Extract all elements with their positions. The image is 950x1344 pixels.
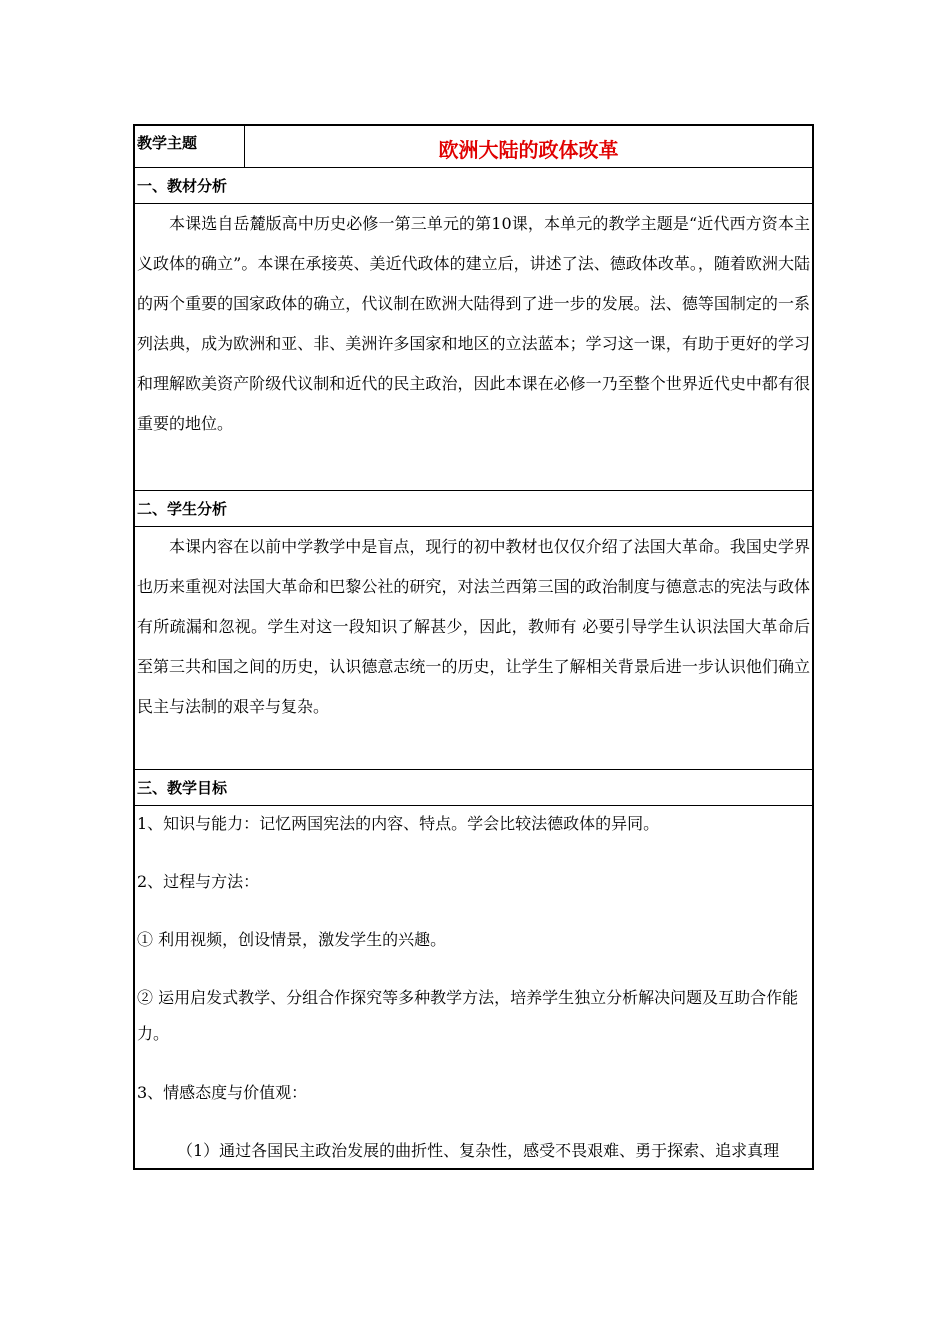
textbook-paragraph: 本课选自岳麓版高中历史必修一第三单元的第10课，本单元的教学主题是“近代西方资本主义政体的确立”。本课在承接英、美近代政体的建立后，讲述了法、德政体改革。，随着欧洲大陆的两个重要的国家政体的确立，代议制在欧洲大陆得到了进一步的发展。法、德等国制定的一系列法典，成为欧洲和亚、非、美洲许多国家和地区的立法蓝本；学习这一课，有助于更好的学习和理解欧美资产阶级代议制和近代的民主政治，因此本课在必修一乃至整个世界近代史中都有很重要的地位。 [137, 214, 810, 433]
lesson-plan-table [133, 124, 814, 1170]
section-heading-students: 二、学生分析 [135, 491, 812, 527]
objective-attitude: 3、情感态度与价值观： [137, 1083, 308, 1102]
topic-label: 教学主题 [135, 126, 245, 167]
objective-attitude-1: （1）通过各国民主政治发展的曲折性、复杂性，感受不畏艰难、勇于探索、追求真理 [177, 1141, 780, 1160]
section-body-students [135, 527, 812, 770]
section-heading-objectives: 三、教学目标 [135, 770, 812, 806]
section-heading-textbook: 一、教材分析 [135, 168, 812, 204]
lesson-title: 欧洲大陆的政体改革 [438, 138, 619, 162]
title-row [135, 126, 812, 168]
section-body-textbook [135, 204, 812, 491]
objective-knowledge: 1、知识与能力：记忆两国宪法的内容、特点。学会比较法德政体的异同。 [137, 814, 660, 833]
objective-process: 2、过程与方法： [137, 872, 260, 891]
objective-process-1: ① 利用视频，创设情景，激发学生的兴趣。 [137, 930, 447, 949]
section-body-objectives [135, 806, 812, 1168]
students-paragraph: 本课内容在以前中学教学中是盲点，现行的初中教材也仅仅介绍了法国大革命。我国史学界也历来重视对法国大革命和巴黎公社的研究，对法兰西第三国的政治制度与德意志的宪法与政体有所疏漏和忽视。学生对这一段知识了解甚少，因此，教师有 必要引导学生认识法国大革命后至第三共和国之间的历史，认识德意志统一的历史，让学生了解相关背景后进一步认识他们确立民主与法制的艰辛与复杂。 [137, 537, 810, 716]
objective-process-2: ② 运用启发式教学、分组合作探究等多种教学方法，培养学生独立分析解决问题及互助合作能力。 [137, 988, 799, 1043]
